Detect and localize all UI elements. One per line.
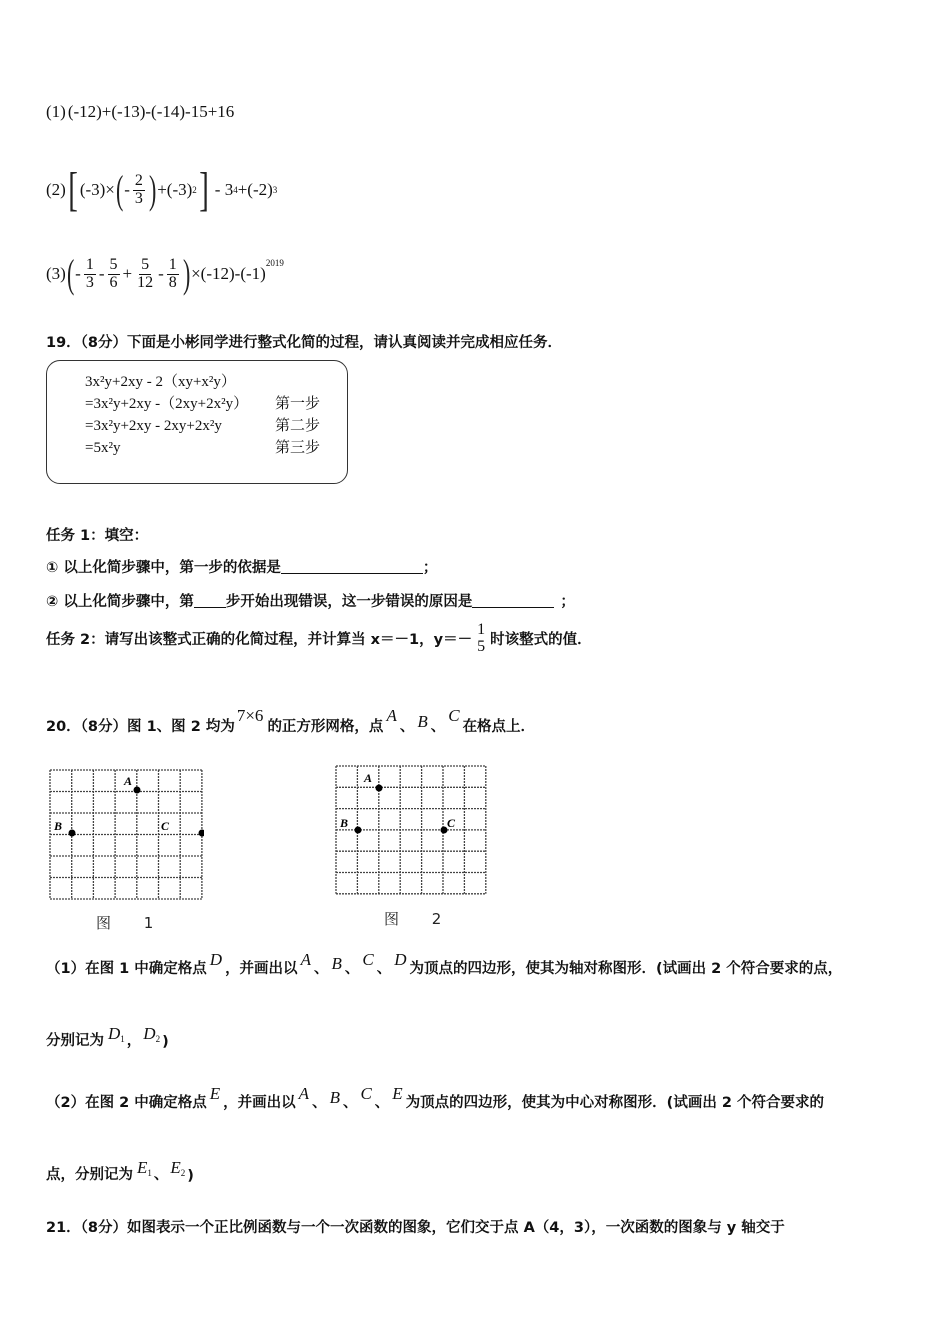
q20-title-text: 的正方形网格，点	[267, 719, 384, 735]
part1-text: 为顶点的四边形，使其为轴对称图形．(试画出 2 个符合要求的点，	[409, 961, 843, 977]
q20-title	[46, 706, 535, 740]
label-c: C	[447, 816, 456, 830]
right-paren: )	[148, 167, 157, 212]
point-b	[69, 830, 76, 837]
step-expression: 3x²y+2xy - 2（xy+x²y）	[85, 374, 236, 390]
point-b-label: B	[417, 712, 428, 731]
task1-line2-text: ② 以上化简步骤中，第	[46, 594, 194, 610]
part1-text: ，并画出以	[225, 961, 298, 977]
fraction	[133, 173, 145, 208]
q20-part2-line2	[46, 1158, 194, 1188]
point-d-label: D	[394, 950, 407, 969]
fraction	[475, 622, 487, 656]
separator: 、	[399, 719, 415, 735]
q20-title-text: 在格点上．	[462, 719, 536, 735]
numerator: 5	[141, 255, 150, 273]
point-a	[134, 787, 141, 794]
exercise-1-expression: (-12)+(-13)-(-14)-15+16	[67, 102, 235, 121]
q20-part1-line2	[46, 1024, 169, 1054]
exercise-1	[46, 102, 234, 122]
exponent: 3	[272, 185, 278, 195]
step-row	[85, 371, 320, 393]
point-d-label: D	[209, 950, 223, 969]
point-a-label: A	[386, 706, 397, 725]
separator: 、	[344, 961, 360, 977]
separator: 、	[374, 1095, 390, 1111]
punctuation: ；	[560, 594, 575, 610]
exercise-3	[46, 244, 284, 304]
simplification-box	[46, 360, 348, 484]
step-note: 第二步	[275, 418, 321, 434]
task1-line1-text: ① 以上化简步骤中，第一步的依据是	[46, 560, 281, 576]
punctuation: ；	[422, 560, 438, 576]
task1-title: 任务 1：填空：	[46, 528, 149, 544]
label-b: B	[54, 819, 63, 833]
part2-text: )	[187, 1168, 194, 1184]
point-c	[199, 830, 205, 837]
answer-blank[interactable]	[472, 593, 554, 608]
figure-1-caption: 图 1	[96, 914, 168, 932]
left-paren: (	[66, 251, 75, 296]
task1-line2-text: 步开始出现错误，这一步错误的原因是	[225, 594, 473, 610]
answer-blank[interactable]	[194, 593, 226, 608]
part1-text: )	[162, 1034, 169, 1050]
figure-1-grid	[44, 766, 204, 902]
left-paren: (	[115, 167, 124, 212]
plus-sign: +	[122, 264, 133, 283]
part2-text: 点，分别记为	[46, 1167, 133, 1183]
figure-2-grid	[332, 762, 492, 898]
q19-title: 19．（8分）下面是小彬同学进行整式化简的过程，请认真阅读并完成相应任务．	[46, 335, 563, 351]
step-expression: =3x²y+2xy -（2xy+2x²y）	[85, 396, 249, 412]
separator: 、	[430, 719, 446, 735]
step-note: 第三步	[275, 440, 321, 456]
q20-part1-line1	[46, 950, 842, 982]
exercise-2-term: +(-3)	[157, 180, 193, 199]
minus-sign: -	[124, 180, 130, 199]
denominator: 6	[109, 273, 118, 291]
point-e-label: E	[392, 1084, 403, 1103]
denominator: 3	[85, 273, 94, 291]
task1-line2	[46, 590, 575, 611]
q20-part2-line1	[46, 1084, 824, 1116]
exercise-3-tail: ×(-12)-(-1)	[191, 264, 266, 283]
point-e-label: E	[209, 1084, 221, 1103]
separator: 、	[153, 1167, 169, 1183]
minus-sign: -	[75, 264, 81, 283]
point-d2-label: $D_2$	[143, 1024, 161, 1044]
point-a	[376, 785, 383, 792]
fraction	[167, 257, 179, 292]
label-b: B	[340, 816, 349, 830]
point-b-label: B	[331, 954, 342, 973]
task2-text: 时该整式的值．	[490, 632, 592, 649]
point-d1-label: $D_1$	[108, 1024, 125, 1044]
exercise-2-term: - 3	[214, 180, 234, 199]
denominator: 12	[137, 273, 154, 291]
point-b	[355, 827, 362, 834]
point-e2-label: $E_2$	[170, 1158, 186, 1178]
part1-text: （1）在图 1 中确定格点	[46, 961, 207, 977]
exercise-2	[46, 160, 277, 220]
part2-text: ，并画出以	[223, 1095, 296, 1111]
exercise-1-label: (1)	[46, 102, 66, 121]
part2-text: 为顶点的四边形，使其为中心对称图形．(试画出 2 个符合要求的	[405, 1095, 824, 1111]
label-c: C	[161, 819, 170, 833]
label-a: A	[124, 774, 133, 788]
step-expression: =3x²y+2xy - 2xy+2x²y	[85, 418, 222, 434]
exponent: 2019	[265, 258, 284, 268]
separator: ，	[126, 1033, 142, 1049]
exercise-2-term: (-3)×	[79, 180, 115, 199]
label-a: A	[364, 771, 373, 785]
numerator: 2	[134, 171, 143, 189]
minus-sign: -	[98, 264, 105, 283]
fraction	[135, 257, 155, 292]
figure-2-caption: 图 2	[384, 910, 456, 928]
numerator: 1	[477, 621, 486, 638]
numerator: 1	[168, 255, 177, 273]
separator: 、	[376, 961, 392, 977]
point-e1-label: $E_1$	[137, 1158, 152, 1178]
task2-line	[46, 622, 592, 656]
step-note: 第一步	[275, 396, 321, 412]
q21-text: 21．（8分）如图表示一个正比例函数与一个一次函数的图象，它们交于点 A（4，3），一次函数的图象与 y 轴交于	[46, 1220, 785, 1236]
step-row	[85, 437, 320, 459]
part1-text: 分别记为	[46, 1033, 104, 1049]
right-paren: )	[182, 251, 191, 296]
point-c-label: C	[362, 950, 374, 969]
exercise-2-label: (2)	[46, 180, 66, 199]
q20-title-text: 20．（8分）图 1、图 2 均为	[46, 719, 235, 735]
exercise-3-label: (3)	[46, 264, 66, 283]
exponent: 2	[192, 185, 197, 195]
grid-size: 7×6	[236, 706, 264, 725]
point-a-label: A	[300, 950, 311, 969]
point-a-label: A	[298, 1084, 310, 1103]
point-b-label: B	[329, 1088, 340, 1107]
answer-blank[interactable]	[281, 559, 423, 574]
separator: 、	[342, 1095, 358, 1111]
numerator: 1	[85, 255, 94, 273]
part2-text: （2）在图 2 中确定格点	[46, 1095, 207, 1111]
minus-sign: -	[158, 264, 164, 283]
step-row	[85, 393, 320, 415]
exercise-2-term: +(-2)	[237, 180, 273, 199]
task1-line1	[46, 556, 437, 577]
task2-text: 任务 2：请写出该整式正确的化简过程，并计算当 x＝－1，y＝－	[46, 632, 473, 649]
fraction	[84, 257, 96, 292]
step-row	[85, 415, 320, 437]
denominator: 8	[168, 273, 177, 291]
fraction	[108, 257, 120, 292]
right-bracket: ]	[198, 163, 209, 217]
separator: 、	[312, 1095, 327, 1111]
numerator: 5	[109, 255, 118, 273]
separator: 、	[313, 961, 329, 977]
step-expression: =5x²y	[85, 440, 121, 456]
exponent: 4	[233, 185, 238, 195]
point-c-label: C	[448, 706, 460, 725]
point-c-label: C	[360, 1084, 372, 1103]
denominator: 5	[477, 637, 486, 655]
left-bracket: [	[68, 163, 78, 217]
denominator: 3	[134, 189, 143, 207]
